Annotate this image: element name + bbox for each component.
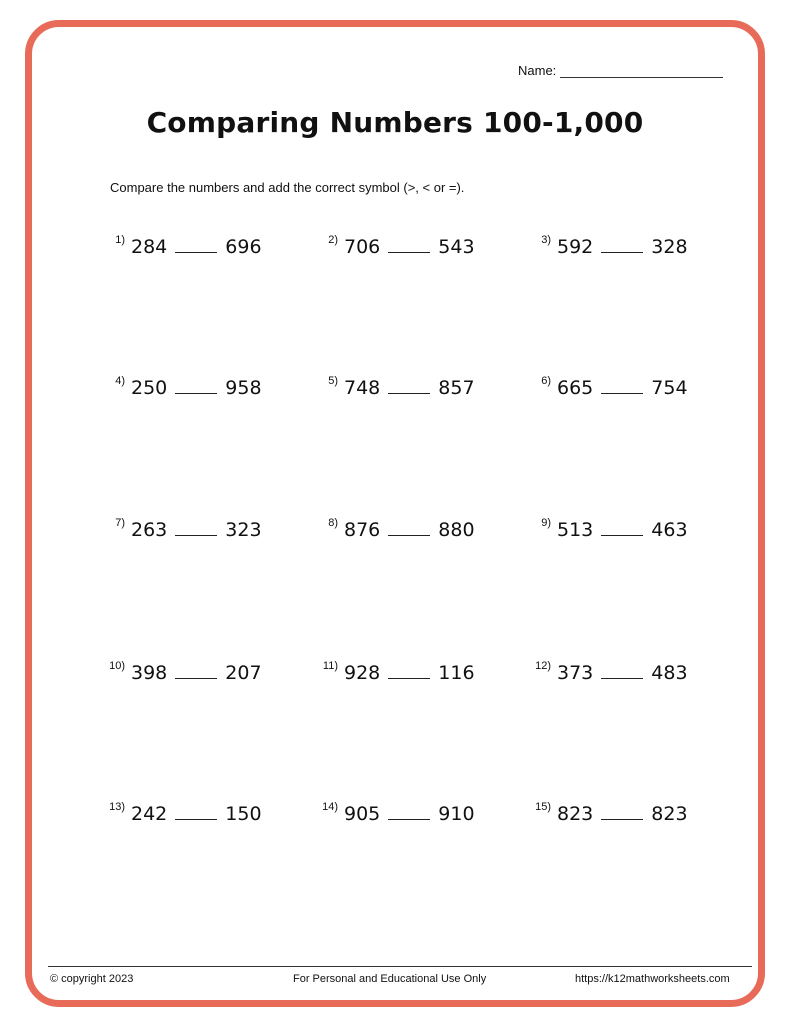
page-border bbox=[25, 20, 765, 1007]
second-number: 116 bbox=[438, 662, 475, 684]
second-number: 696 bbox=[225, 236, 262, 258]
answer-blank[interactable] bbox=[601, 818, 643, 820]
problem-number: 12) bbox=[535, 660, 551, 672]
answer-blank[interactable] bbox=[175, 818, 217, 820]
problem-item bbox=[316, 519, 475, 541]
problem-item bbox=[529, 662, 688, 684]
answer-blank[interactable] bbox=[175, 534, 217, 536]
problem-item bbox=[316, 377, 475, 399]
footer-divider bbox=[48, 966, 752, 967]
name-label: Name: bbox=[518, 63, 557, 78]
footer-usage: For Personal and Educational Use Only bbox=[293, 973, 487, 985]
name-blank[interactable] bbox=[560, 62, 723, 78]
problem-number: 6) bbox=[541, 375, 551, 387]
problem-item bbox=[529, 236, 688, 258]
problem-item bbox=[103, 236, 262, 258]
problem-item bbox=[103, 803, 262, 825]
problem-number: 5) bbox=[328, 375, 338, 387]
first-number: 592 bbox=[557, 236, 594, 258]
answer-blank[interactable] bbox=[601, 392, 643, 394]
second-number: 958 bbox=[225, 377, 262, 399]
first-number: 263 bbox=[131, 519, 168, 541]
second-number: 323 bbox=[225, 519, 262, 541]
problem-item bbox=[529, 519, 688, 541]
answer-blank[interactable] bbox=[601, 251, 643, 253]
problem-item bbox=[103, 377, 262, 399]
problem-item bbox=[103, 519, 262, 541]
second-number: 857 bbox=[438, 377, 475, 399]
first-number: 823 bbox=[557, 803, 594, 825]
second-number: 328 bbox=[651, 236, 688, 258]
first-number: 513 bbox=[557, 519, 594, 541]
first-number: 876 bbox=[344, 519, 381, 541]
answer-blank[interactable] bbox=[388, 392, 430, 394]
first-number: 665 bbox=[557, 377, 594, 399]
second-number: 483 bbox=[651, 662, 688, 684]
problem-number: 8) bbox=[328, 517, 338, 529]
second-number: 543 bbox=[438, 236, 475, 258]
first-number: 905 bbox=[344, 803, 381, 825]
problem-item bbox=[316, 662, 475, 684]
footer-url: https://k12mathworksheets.com bbox=[575, 973, 730, 985]
answer-blank[interactable] bbox=[175, 251, 217, 253]
first-number: 250 bbox=[131, 377, 168, 399]
second-number: 823 bbox=[651, 803, 688, 825]
problem-number: 13) bbox=[109, 801, 125, 813]
problem-number: 1) bbox=[115, 234, 125, 246]
problem-item bbox=[529, 377, 688, 399]
problem-item bbox=[103, 662, 262, 684]
answer-blank[interactable] bbox=[388, 534, 430, 536]
second-number: 207 bbox=[225, 662, 262, 684]
answer-blank[interactable] bbox=[388, 818, 430, 820]
problem-number: 3) bbox=[541, 234, 551, 246]
second-number: 880 bbox=[438, 519, 475, 541]
problem-number: 14) bbox=[322, 801, 338, 813]
problem-number: 15) bbox=[535, 801, 551, 813]
problem-number: 11) bbox=[322, 660, 338, 672]
first-number: 928 bbox=[344, 662, 381, 684]
second-number: 463 bbox=[651, 519, 688, 541]
answer-blank[interactable] bbox=[175, 392, 217, 394]
first-number: 706 bbox=[344, 236, 381, 258]
first-number: 748 bbox=[344, 377, 381, 399]
answer-blank[interactable] bbox=[388, 251, 430, 253]
problem-item bbox=[316, 236, 475, 258]
answer-blank[interactable] bbox=[388, 677, 430, 679]
footer-copyright: © copyright 2023 bbox=[50, 973, 134, 985]
problem-number: 9) bbox=[541, 517, 551, 529]
instructions: Compare the numbers and add the correct symbol (>, < or =). bbox=[110, 180, 465, 195]
answer-blank[interactable] bbox=[175, 677, 217, 679]
answer-blank[interactable] bbox=[601, 677, 643, 679]
problem-item bbox=[529, 803, 688, 825]
name-field[interactable] bbox=[518, 62, 723, 78]
first-number: 242 bbox=[131, 803, 168, 825]
problem-item bbox=[316, 803, 475, 825]
problem-number: 4) bbox=[115, 375, 125, 387]
problem-number: 2) bbox=[328, 234, 338, 246]
first-number: 398 bbox=[131, 662, 168, 684]
second-number: 754 bbox=[651, 377, 688, 399]
worksheet-title: Comparing Numbers 100-1,000 bbox=[146, 106, 644, 139]
answer-blank[interactable] bbox=[601, 534, 643, 536]
second-number: 150 bbox=[225, 803, 262, 825]
problem-number: 10) bbox=[109, 660, 125, 672]
second-number: 910 bbox=[438, 803, 475, 825]
first-number: 284 bbox=[131, 236, 168, 258]
first-number: 373 bbox=[557, 662, 594, 684]
problem-number: 7) bbox=[115, 517, 125, 529]
